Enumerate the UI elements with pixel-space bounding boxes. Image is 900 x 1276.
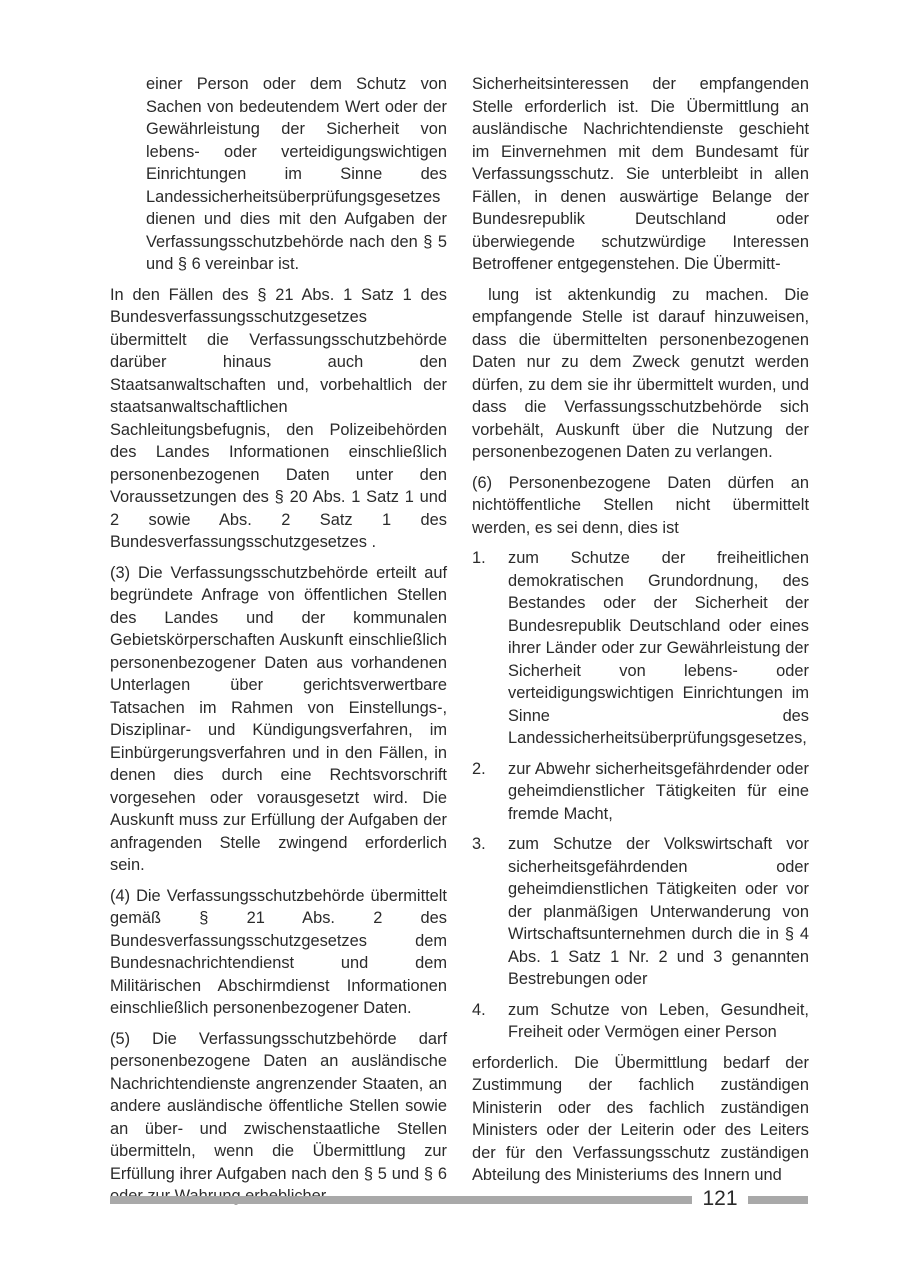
- left-column: [110, 73, 447, 1216]
- paragraph-3: (3) Die Verfassungsschutzbehörde erteilt auf begründete Anfrage von öffentlichen Stellen des Landes und der kommunalen Gebietskörperschaften Auskunft einschließlich personenbezogener Daten aus vorhandenen Unterlagen über gerichtsverwertbare Tatsachen im Rahmen von Einstellungs-, Disziplinar- und Kündigungsverfahren, im Einbürgerungsverfahren und in den Fällen, in denen dies durch eine Rechtsvorschrift vorgesehen oder vorausgesetzt wird. Die Auskunft muss zur Erfüllung der Aufgaben der anfragenden Stelle zwingend erforderlich sein.: [110, 563, 447, 874]
- paragraph-6: (6) Personenbezogene Daten dürfen an nichtöffentliche Stellen nicht übermittelt werden, es sei denn, dies ist: [472, 473, 809, 537]
- paragraph-5: (5) Die Verfassungsschutzbehörde darf personenbezogene Daten an ausländische Nachrichtendienste angrenzender Staaten, an andere ausländische öffentliche Stellen sowie an über- und zwischenstaatliche Stellen übermitteln, wenn die Übermittlung zur Erfüllung ihrer Aufgaben nach den § 5 und § 6: [110, 1029, 447, 1183]
- list-item: [472, 999, 809, 1044]
- list-item-number: 1.: [472, 549, 486, 567]
- paragraph-1: In den Fällen des § 21 Abs. 1 Satz 1 des Bundesverfassungsschutzgesetzes übermittelt die Verfassungsschutzbehörde darüber hinaus auch den Staatsanwaltschaften und, vorbehaltlich der staatsanwaltschaftlichen Sachleitungsbefugnis, den Polizeibehörden des Landes Informationen einschließlich personenbezogenen Daten unter den Voraussetzungen des § 20 Abs. 1 Satz 1 und 2 sowie Abs. 2 Satz 1 des Bundesverfassungsschutzgesetzes .: [110, 285, 447, 551]
- list-item: [472, 547, 809, 750]
- list-item-number: 4.: [472, 1000, 486, 1019]
- list-item-text: zum Schutze von Leben, Gesundheit, Freiheit oder Vermögen einer Person: [508, 1000, 809, 1041]
- footer-rule-right: [748, 1196, 808, 1204]
- continued-list-item: einer Person oder dem Schutz von Sachen von bedeutendem Wert oder der Gewährleistung der Sicherheit von lebens- oder verteidigungswichtigen Einrichtungen im Sinne des Landessicherheitsüberprüfungsgesetzes dienen und dies mit den Aufgaben der Verfassungsschutzbehörde nach den § 5 und § 6 vereinbar ist.: [146, 75, 447, 273]
- page-number: 121: [702, 1187, 738, 1210]
- list-item: [472, 758, 809, 826]
- list-item-text: zum Schutze der freiheitlichen demokratischen Grundordnung, des Bestandes oder der Sicherheit der Bundesrepublik Deutschland oder eines ihrer Länder oder zur Gewährleistung der Sicherheit von lebens- oder verteidigungswichtigen Einrichtungen im Sinne des Landessicherheitsüberprüfungsgesetzes,: [508, 549, 809, 747]
- closing-paragraph: erforderlich. Die Übermittlung bedarf der Zustimmung der fachlich zuständigen Ministerin oder des fachlich zuständigen Ministers oder der Leiterin oder des Leiters der für den Verfassungsschutz zuständigen Abteilung des Ministeriums des Innern und: [472, 1053, 809, 1184]
- paragraph-4: (4) Die Verfassungsschutzbehörde übermittelt gemäß § 21 Abs. 2 des Bundesverfassungsschutzgesetzes dem Bundesnachrichtendienst und dem Militärischen Abschirmdienst Informationen einschließlich personenbezogener Daten.: [110, 886, 447, 1017]
- list-item-number: 3.: [472, 835, 486, 853]
- list-item-number: 2.: [472, 759, 486, 778]
- paragraph-5-continued: Sicherheitsinteressen der empfangenden Stelle erforderlich ist. Die Übermittlung an ausländische Nachrichtendienste geschieht im Einvernehmen mit dem Bundesamt für Verfassungsschutz. Sie unterbleibt in allen Fällen, in denen auswärtige Belange der Bundesrepublik Deutschland oder überwiegende schutzwürdige Interessen Betroffener entgegenstehen. Die Übermitt-: [472, 75, 809, 273]
- list-item-text: zur Abwehr sicherheitsgefährdender oder geheimdienstlicher Tätigkeiten für eine fremde Macht,: [508, 759, 809, 823]
- list-item-text: zum Schutze der Volkswirtschaft vor sicherheitsgefährdenden oder geheimdienstlichen Tätigkeiten oder vor der planmäßigen Unterwanderung von Wirtschaftsunternehmen durch die in § 4 Abs. 1 Satz 1 Nr. 2 und 3 genannten Bestrebungen oder: [508, 835, 809, 988]
- footer-rule-left: [110, 1196, 692, 1204]
- paragraph-5-continued-2: lung ist aktenkundig zu machen. Die empfangende Stelle ist darauf hinzuweisen, dass die übermittelten personenbezogenen Daten nur zu dem Zweck genutzt werden dürfen, zu dem sie ihr übermittelt wurden, und dass die Verfassungsschutzbehörde sich vorbehält, Auskunft über die Nutzung der personenbezogenen Daten zu verlangen.: [472, 285, 814, 461]
- right-column: [472, 73, 814, 1195]
- list-item: [472, 833, 809, 991]
